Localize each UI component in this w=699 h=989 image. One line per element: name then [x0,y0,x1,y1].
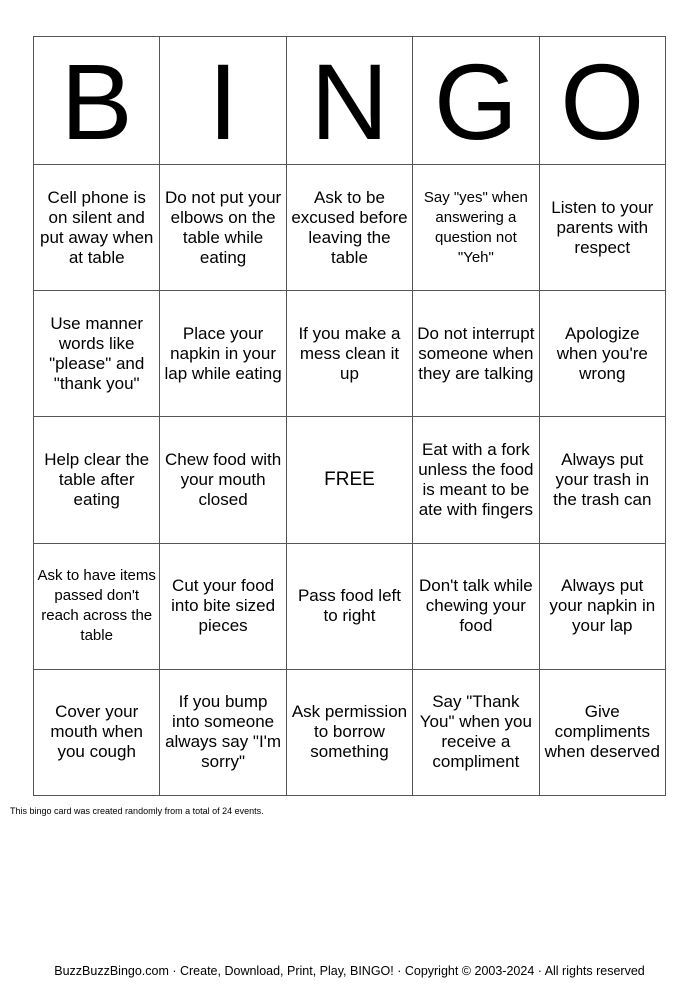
bingo-cell: Use manner words like "please" and "thank you" [34,291,160,417]
bingo-cell: If you bump into someone always say "I'm sorry" [160,669,286,795]
bingo-cell: Cut your food into bite sized pieces [160,543,286,669]
bingo-cell: Pass food left to right [286,543,412,669]
bingo-cell: Apologize when you're wrong [539,291,665,417]
header-letter-i: I [160,37,286,165]
bingo-card [33,36,666,796]
bingo-cell: Listen to your parents with respect [539,165,665,291]
bingo-cell: Always put your trash in the trash can [539,417,665,543]
bingo-cell: Ask to have items passed don't reach across the table [34,543,160,669]
page-footer: BuzzBuzzBingo.com · Create, Download, Print, Play, BINGO! · Copyright © 2003-2024 · All rights reserved [54,964,645,978]
free-space-cell: FREE [286,417,412,543]
bingo-row [34,291,666,417]
card-generation-note: This bingo card was created randomly from a total of 24 events. [10,806,264,816]
header-letter-n: N [286,37,412,165]
bingo-cell: Say "Thank You" when you receive a compliment [413,669,539,795]
bingo-row [34,543,666,669]
bingo-cell: Don't talk while chewing your food [413,543,539,669]
bingo-cell: Give compliments when deserved [539,669,665,795]
bingo-cell: Always put your napkin in your lap [539,543,665,669]
bingo-row [34,165,666,291]
bingo-cell: Help clear the table after eating [34,417,160,543]
bingo-header-row [34,37,666,165]
bingo-cell: If you make a mess clean it up [286,291,412,417]
bingo-cell: Eat with a fork unless the food is meant to be ate with fingers [413,417,539,543]
bingo-cell: Place your napkin in your lap while eating [160,291,286,417]
header-letter-g: G [413,37,539,165]
bingo-cell: Cover your mouth when you cough [34,669,160,795]
bingo-cell: Chew food with your mouth closed [160,417,286,543]
bingo-cell: Say "yes" when answering a question not "Yeh" [413,165,539,291]
bingo-cell: Ask to be excused before leaving the table [286,165,412,291]
bingo-cell: Cell phone is on silent and put away when at table [34,165,160,291]
bingo-row [34,669,666,795]
bingo-row [34,417,666,543]
header-letter-o: O [539,37,665,165]
bingo-cell: Do not interrupt someone when they are talking [413,291,539,417]
bingo-cell: Do not put your elbows on the table while eating [160,165,286,291]
header-letter-b: B [34,37,160,165]
bingo-cell: Ask permission to borrow something [286,669,412,795]
